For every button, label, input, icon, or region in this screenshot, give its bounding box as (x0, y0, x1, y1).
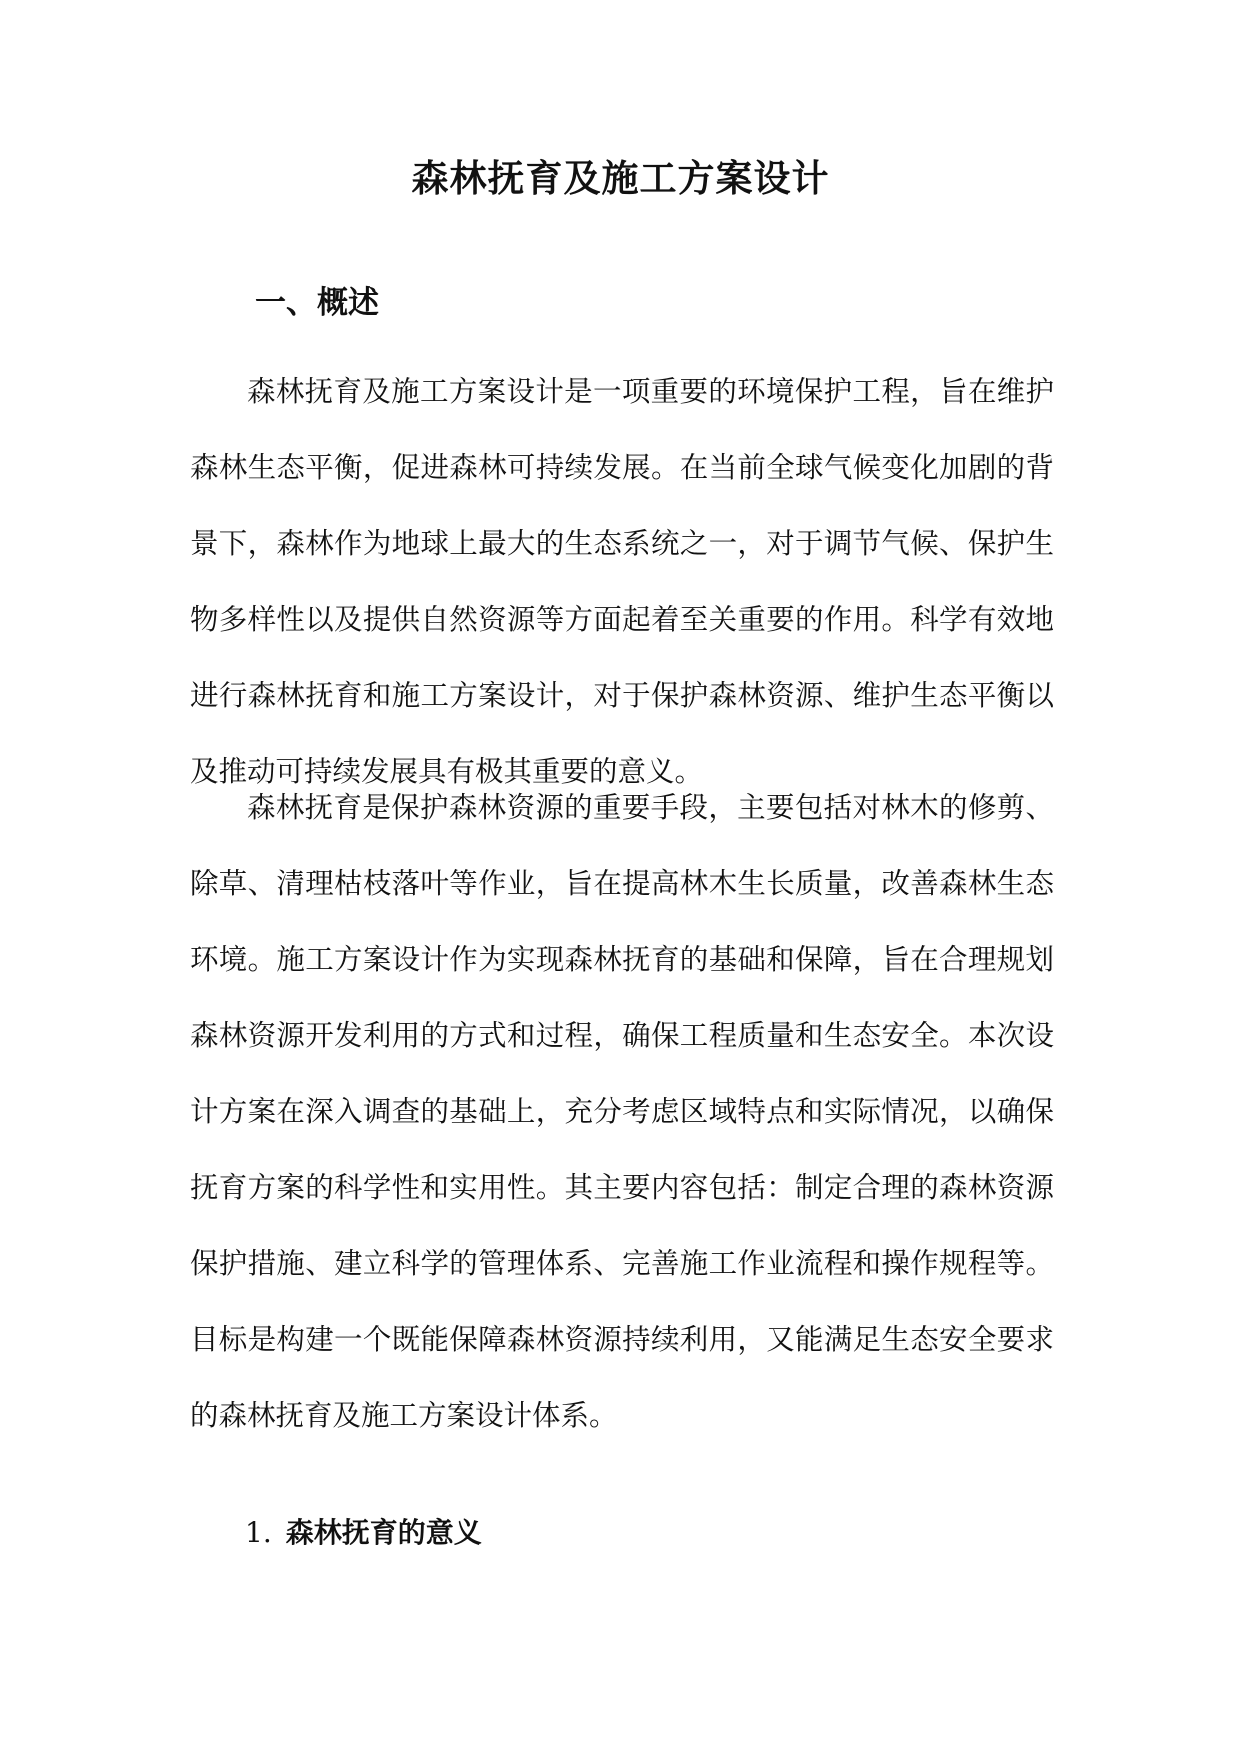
paragraph-block-2 (190, 770, 1054, 1454)
subsection-number: 1. (245, 1516, 272, 1549)
document-title: 森林抚育及施工方案设计 (411, 156, 830, 200)
subsection-heading (245, 1508, 482, 1558)
paragraph-block-1 (190, 354, 1054, 810)
subsection-title: 森林抚育的意义 (285, 1516, 482, 1549)
paragraph: 森林抚育是保护森林资源的重要手段，主要包括对林木的修剪、除草、清理枯枝落叶等作业，旨在提高林木生长质量，改善森林生态环境。施工方案设计作为实现森林抚育的基础和保障，旨在合理规划森林资源开发利用的方式和过程，确保工程质量和生态安全。本次设计方案在深入调查的基础上，充分考虑区域特点和实际情况，以确保抚育方案的科学性和实用性。其主要内容包括：制定合理的森林资源保护措施、建立科学的管理体系、完善施工作业流程和操作规程等。目标是构建一个既能保障森林资源持续利用，又能满足生态安全要求的森林抚育及施工方案设计体系。 (190, 791, 1054, 1432)
paragraph: 森林抚育及施工方案设计是一项重要的环境保护工程，旨在维护森林生态平衡，促进森林可持续发展。在当前全球气候变化加剧的背景下，森林作为地球上最大的生态系统之一，对于调节气候、保护生物多样性以及提供自然资源等方面起着至关重要的作用。科学有效地进行森林抚育和施工方案设计，对于保护森林资源、维护生态平衡以及推动可持续发展具有极其重要的意义。 (190, 375, 1054, 788)
section-heading-overview: 一、概述 (255, 285, 379, 321)
